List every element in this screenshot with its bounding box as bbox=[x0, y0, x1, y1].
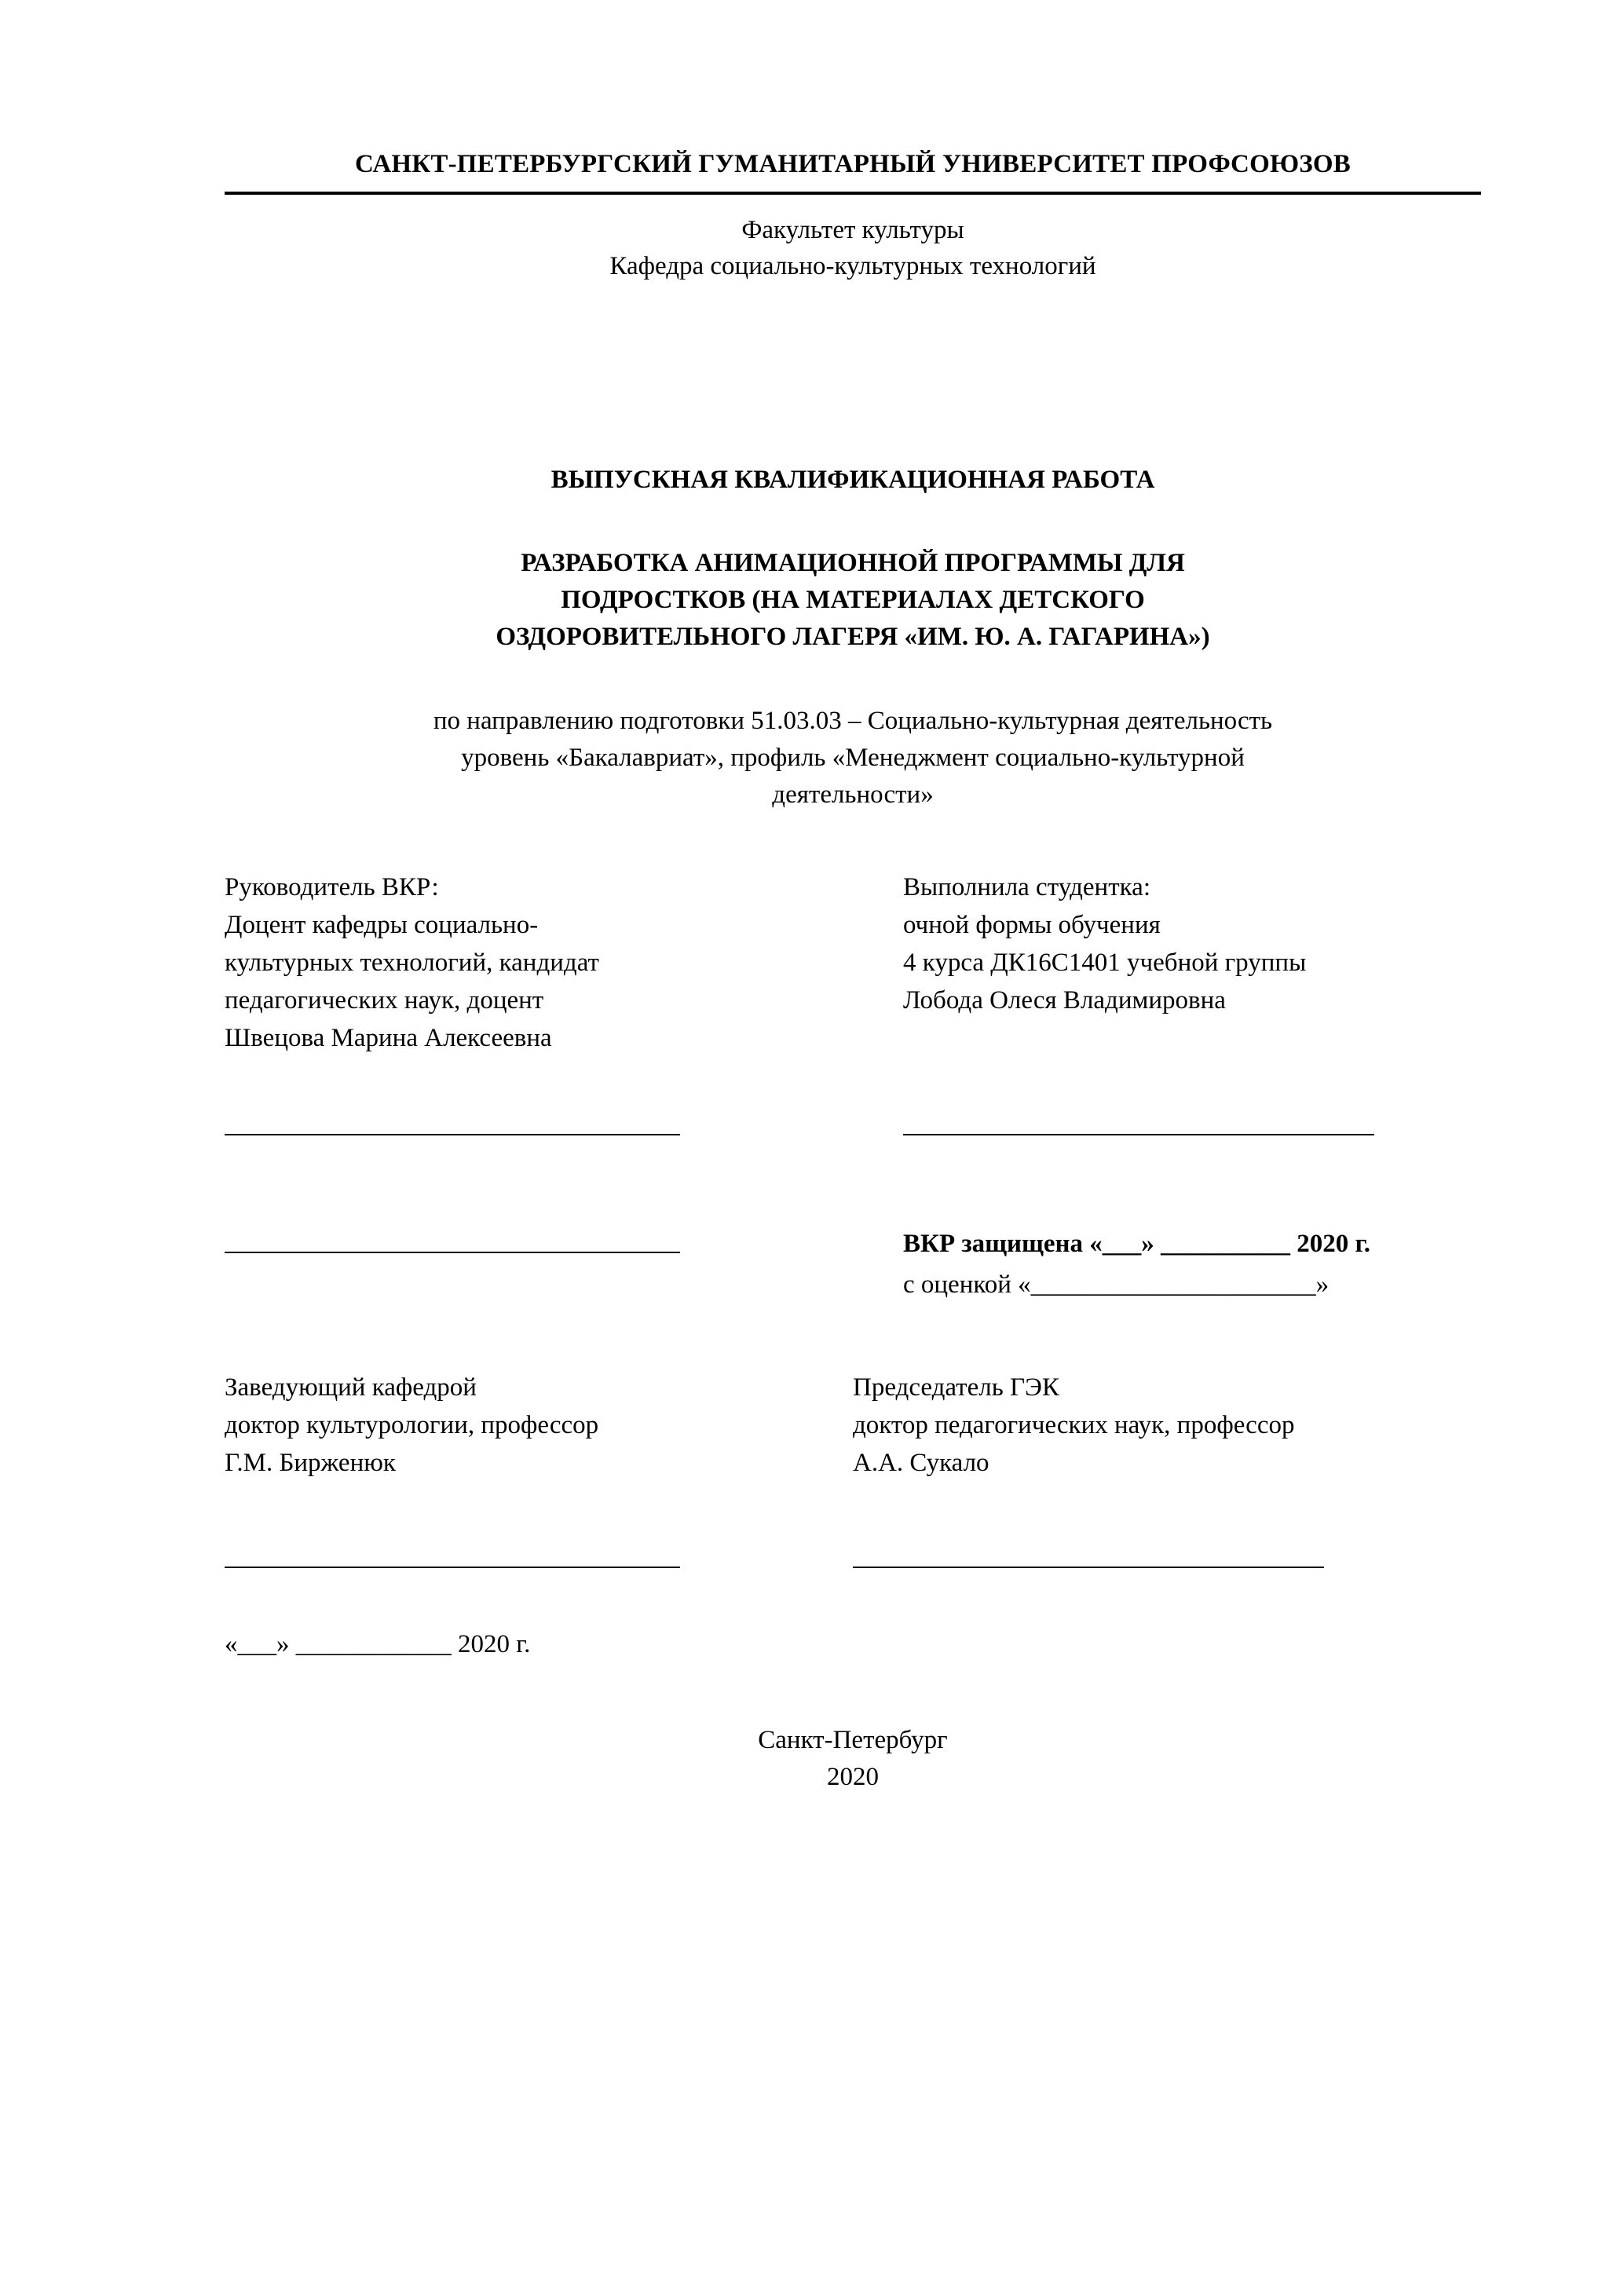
defense-line: ВКР защищена «___» __________ 2020 г. bbox=[903, 1229, 1371, 1258]
footer-block bbox=[225, 1722, 1481, 1796]
student-line-1: очной формы обучения bbox=[903, 911, 1161, 940]
defense-block bbox=[903, 1226, 1481, 1304]
commission-chair-signature-cell bbox=[853, 1558, 1481, 1572]
officials-row bbox=[225, 1369, 1481, 1483]
student-block bbox=[903, 869, 1481, 1057]
work-title bbox=[225, 545, 1481, 656]
supervisor-label: Руководитель ВКР: bbox=[225, 873, 439, 902]
supervisor-student-columns bbox=[225, 869, 1481, 1057]
head-of-department-degree: доктор культурологии, профессор bbox=[225, 1411, 599, 1440]
student-signature-cell bbox=[903, 1125, 1481, 1139]
head-of-department-label: Заведующий кафедрой bbox=[225, 1373, 477, 1402]
signature-lines-row-3 bbox=[225, 1558, 1481, 1572]
work-type: ВЫПУСКНАЯ КВАЛИФИКАЦИОННАЯ РАБОТА bbox=[550, 466, 1155, 495]
supervisor-signature-line bbox=[225, 1133, 680, 1135]
city-name: Санкт-Петербург bbox=[758, 1725, 948, 1754]
direction-block bbox=[225, 703, 1481, 813]
supervisor-block bbox=[225, 869, 903, 1057]
student-label: Выполнила студентка: bbox=[903, 873, 1150, 902]
work-title-line-1: РАЗРАБОТКА АНИМАЦИОННОЙ ПРОГРАММЫ ДЛЯ bbox=[521, 549, 1185, 578]
head-of-department-block bbox=[225, 1369, 853, 1483]
defense-row bbox=[225, 1226, 1481, 1304]
supervisor-line-3: педагогических наук, доцент bbox=[225, 986, 544, 1015]
direction-line-1: по направлению подготовки 51.03.03 – Социально-культурная деятельность bbox=[433, 706, 1273, 735]
date-line: «___» ____________ 2020 г. bbox=[225, 1629, 531, 1658]
second-signature-line bbox=[225, 1251, 680, 1253]
commission-chair-signature-line bbox=[853, 1566, 1324, 1568]
faculty-name: Факультет культуры bbox=[741, 215, 964, 244]
commission-chair-degree: доктор педагогических наук, профессор bbox=[853, 1411, 1295, 1440]
work-title-line-2: ПОДРОСТКОВ (НА МАТЕРИАЛАХ ДЕТСКОГО bbox=[561, 586, 1145, 615]
supervisor-name: Швецова Марина Алексеевна bbox=[225, 1023, 552, 1052]
commission-chair-label: Председатель ГЭК bbox=[853, 1373, 1059, 1402]
supervisor-signature-cell bbox=[225, 1125, 903, 1139]
student-signature-line bbox=[903, 1133, 1374, 1135]
student-name: Лобода Олеся Владимировна bbox=[903, 986, 1226, 1015]
university-name: САНКТ-ПЕТЕРБУРГСКИЙ ГУМАНИТАРНЫЙ УНИВЕРСИТЕТ ПРОФСОЮЗОВ bbox=[354, 150, 1351, 178]
direction-line-3: деятельности» bbox=[772, 780, 934, 809]
direction-line-2: уровень «Бакалавриат», профиль «Менеджмент социально-культурной bbox=[461, 743, 1245, 772]
second-signature-cell bbox=[225, 1226, 903, 1257]
year: 2020 bbox=[827, 1762, 879, 1791]
header-divider bbox=[225, 192, 1481, 195]
commission-chair-name: А.А. Сукало bbox=[853, 1449, 989, 1478]
page-content bbox=[225, 0, 1481, 1796]
student-line-2: 4 курса ДК16С1401 учебной группы bbox=[903, 949, 1307, 978]
work-title-line-3: ОЗДОРОВИТЕЛЬНОГО ЛАГЕРЯ «ИМ. Ю. А. ГАГАРИНА») bbox=[496, 623, 1210, 652]
mark-line: с оценкой «______________________» bbox=[903, 1270, 1330, 1299]
signature-lines-row-1 bbox=[225, 1125, 1481, 1139]
commission-chair-block bbox=[853, 1369, 1481, 1483]
head-of-department-signature-line bbox=[225, 1566, 680, 1568]
head-of-department-name: Г.М. Бирженюк bbox=[225, 1449, 396, 1478]
supervisor-line-1: Доцент кафедры социально- bbox=[225, 911, 539, 940]
supervisor-line-2: культурных технологий, кандидат bbox=[225, 949, 599, 978]
head-of-department-signature-cell bbox=[225, 1558, 853, 1572]
faculty-block bbox=[225, 212, 1481, 286]
department-name: Кафедра социально-культурных технологий bbox=[609, 252, 1096, 281]
